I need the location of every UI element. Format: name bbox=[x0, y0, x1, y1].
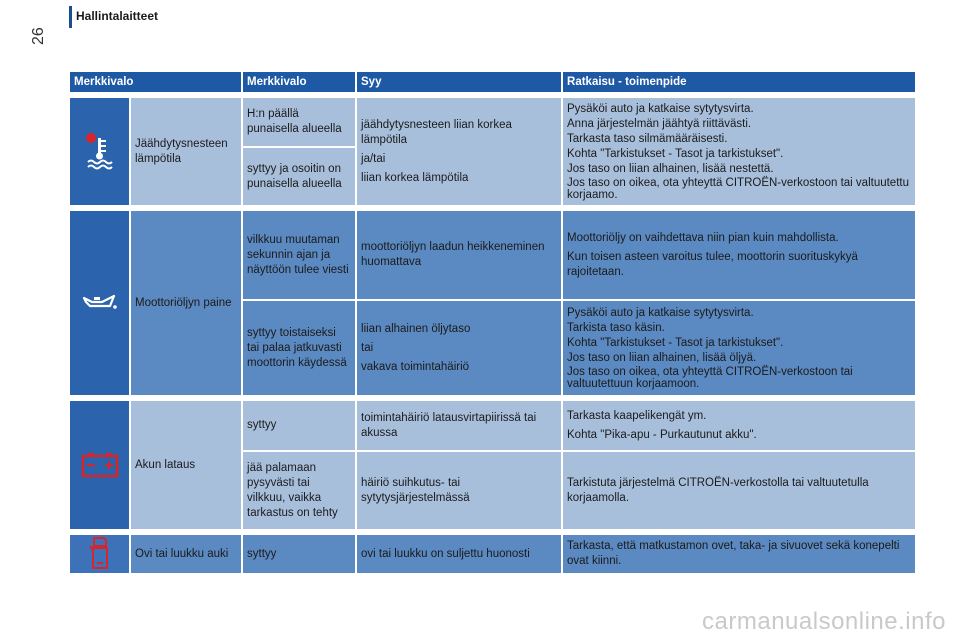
oil-pressure-icon bbox=[69, 210, 130, 396]
oil-state-1: vilkkuu muutaman sekunnin ajan ja näyttöön tulee viesti bbox=[242, 210, 356, 300]
table-row bbox=[69, 400, 916, 451]
watermark-text: carmanualsonline.info bbox=[702, 608, 946, 635]
header-accent-bar bbox=[69, 6, 72, 28]
door-cause: ovi tai luukku on suljettu huonosti bbox=[356, 534, 562, 574]
battery-cause-1: toimintahäiriö latausvirtapiirissä tai akussa bbox=[356, 400, 562, 451]
coolant-cause-2: ja/tai bbox=[361, 152, 386, 165]
oil-state-2: syttyy toistaiseksi tai palaa jatkuvasti moottorin käydessä bbox=[242, 300, 356, 396]
battery-state-2: jää palamaan pysyvästi tai vilkkuu, vaikka tarkastus on tehty bbox=[242, 451, 356, 530]
coolant-name: Jäähdytysnesteen lämpötila bbox=[130, 97, 242, 206]
battery-charge-icon bbox=[69, 400, 130, 530]
coolant-temperature-icon bbox=[69, 97, 130, 206]
door-state: syttyy bbox=[242, 534, 356, 574]
oil-cause-1: moottoriöljyn laadun heikkeneminen huomattava bbox=[356, 210, 562, 300]
col-header-cause: Syy bbox=[356, 71, 562, 93]
table-row bbox=[69, 210, 916, 300]
door-name: Ovi tai luukku auki bbox=[130, 534, 242, 574]
page-number: 26 bbox=[30, 27, 47, 45]
oil-name: Moottoriöljyn paine bbox=[130, 210, 242, 396]
coolant-cause bbox=[356, 97, 562, 206]
table-row bbox=[69, 97, 916, 147]
battery-action-2: Tarkistuta järjestelmä CITROËN-verkostolla tai valtuutetulla korjaamolla. bbox=[562, 451, 916, 530]
oil-action-1: Moottoriöljy on vaihdettava niin pian kuin mahdollista. Kun toisen asteen varoitus tulee, moottorin suorituskykyä rajoitetaan. bbox=[562, 210, 916, 300]
coolant-cause-3: liian korkea lämpötila bbox=[361, 171, 469, 184]
battery-name: Akun lataus bbox=[130, 400, 242, 530]
door-action: Tarkasta, että matkustamon ovet, taka- ja sivuovet sekä konepelti ovat kiinni. bbox=[562, 534, 916, 574]
table-row bbox=[69, 534, 916, 574]
door-open-icon bbox=[69, 534, 130, 574]
battery-action-1: Tarkasta kaapelikengät ym. Kohta "Pika-apu - Purkautunut akku". bbox=[562, 400, 916, 451]
col-header-light-state: Merkkivalo bbox=[242, 71, 356, 93]
section-title: Hallintalaitteet bbox=[76, 9, 159, 23]
coolant-cause-1: jäähdytysnesteen liian korkea lämpötila bbox=[361, 118, 512, 146]
oil-action-2: Pysäköi auto ja katkaise sytytysvirta. Tarkista taso käsin. Kohta "Tarkistukset - Tasot ja tarkistukset". Jos taso on liian alhainen, lisää öljyä. Jos taso on oikea, ota yhteyttä CITROËN-verkostoon tai valtuutettuun korjaamoon. bbox=[562, 300, 916, 396]
battery-state-1: syttyy bbox=[242, 400, 356, 451]
coolant-state-2: syttyy ja osoitin on punaisella alueella bbox=[242, 147, 356, 206]
table-header-row bbox=[69, 71, 916, 93]
col-header-light: Merkkivalo bbox=[69, 71, 242, 93]
col-header-action: Ratkaisu - toimenpide bbox=[562, 71, 916, 93]
coolant-state-1: H:n päällä punaisella alueella bbox=[242, 97, 356, 147]
coolant-action: Pysäköi auto ja katkaise sytytysvirta. Anna järjestelmän jäähtyä riittävästi. Tarkasta taso silmämääräisesti. Kohta "Tarkistukset - Tasot ja tarkistukset". Jos taso on liian alhainen, lisää nestettä. Jos taso on oikea, ota yhteyttä CITROËN-verkostoon tai valtuutettu korjaamo. bbox=[562, 97, 916, 206]
battery-cause-2: häiriö suihkutus- tai sytytysjärjestelmässä bbox=[356, 451, 562, 530]
oil-cause-2: liian alhainen öljytaso tai vakava toimintahäiriö bbox=[356, 300, 562, 396]
warning-lights-table bbox=[68, 70, 917, 575]
